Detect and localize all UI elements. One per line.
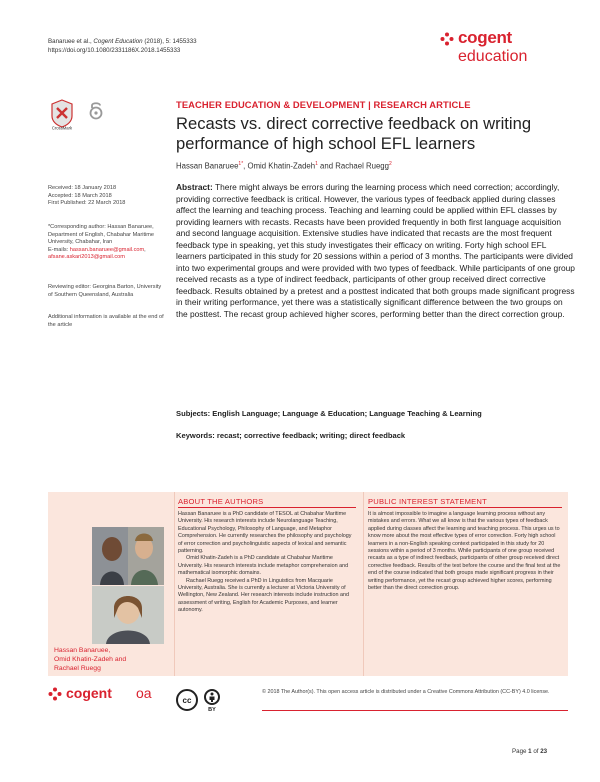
article-title: Recasts vs. direct corrective feedback on writing performance of high school EFL learners xyxy=(176,114,532,153)
crossmark-icon[interactable] xyxy=(48,98,76,130)
subjects-line: Subjects: English Language; Language & Education; Language Teaching & Learning xyxy=(176,409,482,418)
corresponding-author: *Corresponding author: Hassan Banaruee, Department of English, Chabahar Maritime University, Chabahar, Iran xyxy=(48,224,155,245)
accepted-date: Accepted: 18 March 2018 xyxy=(48,192,112,199)
author-list: Hassan Banaruee$^{1*}$, Omid Khatin-Zadeh$^1$ and Rachael Ruegg$^2$ xyxy=(176,161,392,171)
brand-word-education: education xyxy=(458,48,528,65)
cc-by-license-icon[interactable] xyxy=(176,688,224,712)
cogent-flower-icon xyxy=(440,32,454,46)
about-paragraph: Hassan Banaruee is a PhD candidate of TESOL at Chabahar Maritime University. His research interests include Neurolanguage Teaching, Educational Psychology, Philosophy of Language, and Metaphor Comprehension. He currently researches the philosophy and psychology of error correction and psycholinguistic aspects of lexical and semantic patterning. xyxy=(178,511,352,555)
about-authors-text xyxy=(178,511,356,615)
author-affiliation-mark: 1 xyxy=(315,161,318,167)
author-affiliation-mark: 1* xyxy=(238,161,244,167)
abstract xyxy=(176,182,576,321)
article-section-label: TEACHER EDUCATION & DEVELOPMENT | RESEARCH ARTICLE xyxy=(176,99,471,110)
running-header xyxy=(48,37,197,55)
email-link[interactable]: hassan.banaruee@gmail.com xyxy=(69,246,145,253)
public-interest-text: It is almost impossible to imagine a language learning process without any mistakes and errors. What we all know is that the various types of feedback applied during classes affect the learning and teaching process. This urges us to know more about the most effective types of error correction. Forty high school learners in a non-English speaking context participated in this study for 20 sessions within a period of 3 months. While participants of one group received recasts as a type of indirect feedback, participants of other group received direct corrective feedback. Results of the test before the course and the final test at the end of the course indicated that both groups made significant progress in their writing performance, yet the recast group achieved higher scores, performing better than the direct correction group. xyxy=(368,511,561,592)
received-date: Received: 18 January 2018 xyxy=(48,185,117,191)
author-name[interactable]: Omid Khatin-Zadeh xyxy=(247,161,316,171)
corresponding-author-info xyxy=(48,224,166,262)
published-date: First Published: 22 March 2018 xyxy=(48,200,126,206)
keywords-line: Keywords: recast; corrective feedback; writing; direct feedback xyxy=(176,431,406,440)
brand-word-cogent: cogent xyxy=(458,28,512,47)
citation-line: Banaruee et al., Cogent Education (2018), 5: 1455333 xyxy=(48,38,197,45)
author-affiliation-mark: 2 xyxy=(388,161,392,167)
email-link[interactable]: afsane.askari2013@gmail.com xyxy=(48,254,125,260)
about-paragraph: Rachael Ruegg received a PhD in Linguistics from Macquarie University, Australia. She is currently a lecturer at Victoria University of Wellington, New Zealand. Her research interests include instruction and assessment of writing, English for Academic Purposes, and learner autonomy. xyxy=(178,577,349,614)
cogent-oa-logo[interactable]: cogent oa xyxy=(48,684,188,704)
reviewing-editor: Reviewing editor: Georgina Barton, University of Southern Queensland, Australia xyxy=(48,284,162,298)
about-authors-heading: ABOUT THE AUTHORS xyxy=(178,497,264,506)
publication-dates xyxy=(48,185,166,208)
author-name[interactable]: Hassan Banaruee xyxy=(176,161,239,171)
by-label: BY xyxy=(208,707,216,712)
author-photo xyxy=(92,586,164,644)
public-interest-heading: PUBLIC INTEREST STATEMENT xyxy=(368,497,487,506)
panel-divider xyxy=(174,492,175,676)
additional-info-note: Additional information is available at the end of the article xyxy=(48,314,164,328)
page-number: Page 1 of 23 xyxy=(512,748,548,755)
author-photo xyxy=(92,527,164,585)
heading-rule xyxy=(368,507,562,508)
license-statement: © 2018 The Author(s). This open access article is distributed under a Creative Commons Attribution (CC-BY) 4.0 license. xyxy=(262,689,550,695)
email-line: E-mails: hassan.banaruee@gmail.com, xyxy=(48,246,146,253)
abstract-text: There might always be errors during the learning process which need correction; accordingly, providing corrective feedback is critical. However, the various types of feedback applied during classes affect the learning and teaching process. Teaching and learning could be applied within EFL classes by providing learners with recasts. Recasts have been provided frequently in both first language acquisition and second language acquisition. Extensive studies have indicated that recasts are the most frequent feedback type in speaking, yet this study investigates their efficacy on writing. Forty high school EFL learners participated in this study for 20 sessions within a period of 3 months. The participants were divided into two experimental groups and were provided with two types of feedback. While participants of one group received recasts as a type of indirect feedback, participants of other group received direct corrective feedback. Results obtained by a pretest and a posttest indicated that both groups made significant progress in their writing performance, yet there was a statistically significant difference between the two groups on the posttest. The recast group achieved higher scores, performing better than the direct correction group. xyxy=(176,182,575,320)
panel-divider xyxy=(363,492,364,676)
about-paragraph: Omid Khatin-Zadeh is a PhD candidate at Chabahar Maritime University. His research interests include metaphor comprehension and mathematical isomorphic domains. xyxy=(178,555,349,577)
doi-link[interactable]: https://doi.org/10.1080/2331186X.2018.1455333 xyxy=(48,47,181,54)
cogent-education-logo[interactable] xyxy=(440,28,560,72)
footer-rule xyxy=(262,710,568,711)
abstract-label: Abstract: xyxy=(176,182,213,192)
crossmark-label: CrossMark xyxy=(51,125,73,130)
author-name[interactable]: Rachael Ruegg xyxy=(335,161,389,171)
cogent-flower-icon xyxy=(48,687,62,701)
heading-rule xyxy=(178,507,356,508)
photo-caption: Hassan Banaruee, Omid Khatin-Zadeh and Rachael Ruegg xyxy=(54,647,127,673)
cc-label: cc xyxy=(182,696,192,705)
open-access-lock-icon xyxy=(88,100,104,120)
